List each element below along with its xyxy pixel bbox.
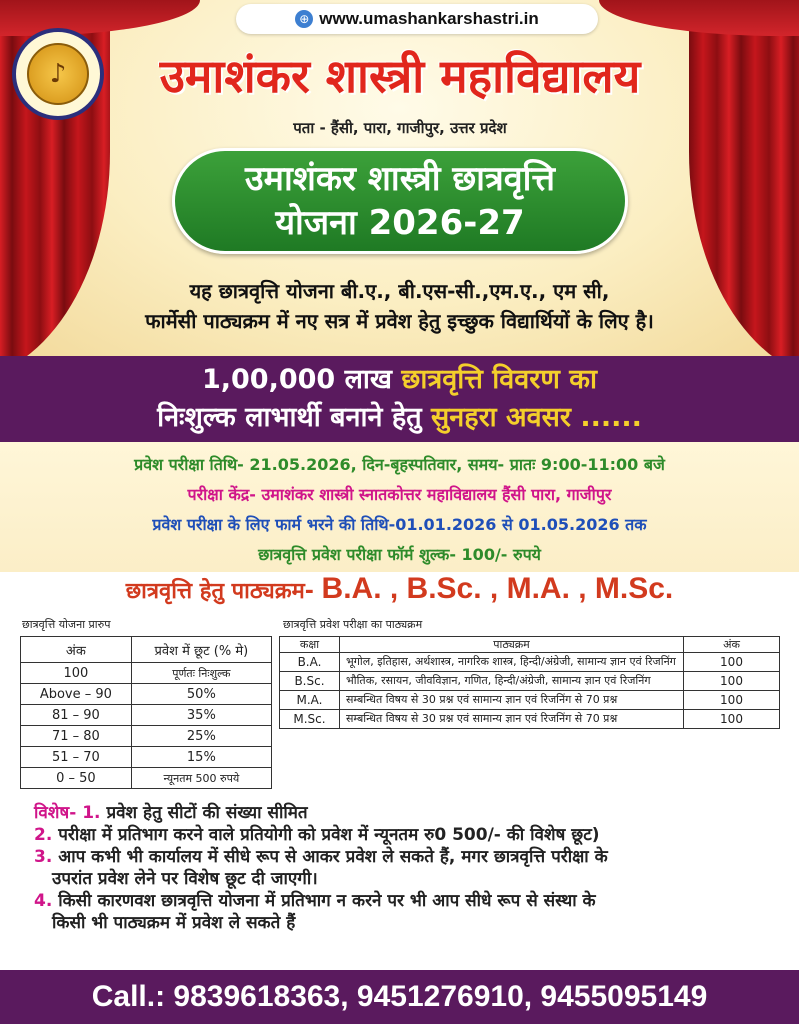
syllabus-table [279, 636, 780, 729]
phone-numbers[interactable]: Call.: 9839618363, 9451276910, 9455095149 [91, 980, 708, 1013]
table-row [21, 726, 272, 747]
courses-label: छात्रवृत्ति हेतु पाठ्यक्रम- [125, 579, 314, 604]
note-number: 1. [82, 803, 101, 823]
note-number: 4. [34, 891, 53, 911]
note-text: आप कभी भी कार्यालय में सीधे रूप से आकर प्रवेश ले सकते हैं, मगर छात्रवृत्ति परीक्षा के [58, 847, 608, 867]
form-dates: प्रवेश परीक्षा के लिए फार्म भरने की तिथि-01.01.2026 से 01.05.2026 तक [152, 515, 647, 534]
table-row [280, 691, 780, 710]
intro-text [20, 276, 779, 336]
note-1 [34, 802, 765, 824]
note-text: प्रवेश हेतु सीटों की संख्या सीमित [106, 803, 308, 823]
table-row [280, 653, 780, 672]
total-marks: 100 [684, 691, 780, 710]
marks-range: 0 – 50 [21, 768, 132, 789]
column-header: कक्षा [280, 637, 340, 653]
exam-center: परीक्षा केंद्र- उमाशंकर शास्त्री स्नातकोत्तर महाविद्यालय हैंसी पारा, गाजीपुर [187, 485, 612, 504]
column-header: अंक [21, 637, 132, 663]
class-name: B.Sc. [280, 672, 340, 691]
note-text: किसी कारणवश छात्रवृत्ति योजना में प्रतिभाग न करने पर भी आप सीधे रूप से संस्था के [58, 891, 596, 911]
banner-text2: निःशुल्क लाभार्थी बनाने हेतु [157, 402, 422, 433]
table-row [21, 705, 272, 726]
saraswati-emblem-icon: ♪ [27, 43, 89, 105]
note-text: परीक्षा में प्रतिभाग करने वाले प्रतियोगी को प्रवेश में न्यूनतम रु0 500/- की विशेष छूट) [58, 825, 600, 845]
website-url[interactable]: www.umashankarshastri.in [319, 9, 539, 28]
marks-range: 71 – 80 [21, 726, 132, 747]
table-header-row [21, 637, 272, 663]
table-row [21, 768, 272, 789]
note-2 [34, 824, 765, 846]
college-logo [12, 28, 104, 120]
total-marks: 100 [684, 653, 780, 672]
marks-range: 81 – 90 [21, 705, 132, 726]
intro-line2: फार्मेसी पाठ्यक्रम में नए सत्र में प्रवेश हेतु इच्छुक विद्यार्थियों के लिए है। [145, 309, 654, 333]
college-title: उमाशंकर शास्त्री महाविद्यालय [159, 49, 641, 103]
scheme-table-caption: छात्रवृत्ति योजना प्रारुप [22, 618, 111, 631]
table-row [21, 684, 272, 705]
marks-range: 51 – 70 [21, 747, 132, 768]
globe-icon: ⊕ [295, 10, 313, 28]
note-number: 2. [34, 825, 53, 845]
banner-highlight1: छात्रवृत्ति विवरण का [401, 364, 598, 395]
banner-line1 [202, 361, 597, 399]
scheme-title-badge [172, 148, 628, 254]
banner-line2 [157, 399, 642, 437]
discount: 25% [131, 726, 271, 747]
marks-range: 100 [21, 663, 132, 684]
total-marks: 100 [684, 710, 780, 729]
scheme-table [20, 636, 272, 789]
courses-heading [0, 572, 799, 606]
syllabus-table-caption: छात्रवृत्ति प्रवेश परीक्षा का पाठ्यक्रम [283, 618, 423, 631]
table-row [280, 710, 780, 729]
website-link[interactable] [236, 4, 598, 34]
discount: 50% [131, 684, 271, 705]
class-name: M.Sc. [280, 710, 340, 729]
banner-highlight2: सुनहरा अवसर ...... [431, 402, 642, 433]
class-name: B.A. [280, 653, 340, 672]
table-row [21, 663, 272, 684]
table-row [280, 672, 780, 691]
syllabus-desc: सम्बन्धित विषय से 30 प्रश्न एवं सामान्य ज्ञान एवं रिजनिंग से 70 प्रश्न [340, 710, 684, 729]
table-header-row [280, 637, 780, 653]
discount: पूर्णतः निःशुल्क [131, 663, 271, 684]
note-3 [34, 846, 765, 868]
valance-left [0, 0, 200, 36]
note-3-cont: उपरांत प्रवेश लेने पर विशेष छूट दी जाएगी। [52, 869, 318, 889]
syllabus-desc: भौतिक, रसायन, जीवविज्ञान, गणित, हिन्दी/अंग्रेजी, सामान्य ज्ञान एवं रिजनिंग [340, 672, 684, 691]
exam-info [0, 442, 799, 572]
special-notes [0, 794, 799, 970]
college-address: पता - हैंसी, पारा, गाजीपुर, उत्तर प्रदेश [293, 119, 507, 137]
note-4 [34, 890, 765, 912]
exam-date: प्रवेश परीक्षा तिथि- 21.05.2026, दिन-बृहस्पतिवार, समय- प्रातः 9:00-11:00 बजे [134, 455, 665, 474]
contact-bar [0, 970, 799, 1024]
valance-right [599, 0, 799, 36]
note-number: 3. [34, 847, 53, 867]
syllabus-desc: भूगोल, इतिहास, अर्थशास्त्र, नागरिक शास्त्र, हिन्दी/अंग्रेजी, सामान्य ज्ञान एवं रिजनिंग [340, 653, 684, 672]
column-header: प्रवेश में छूट (% मे) [131, 637, 271, 663]
column-header: पाठ्यक्रम [340, 637, 684, 653]
class-name: M.A. [280, 691, 340, 710]
scheme-title-line1: उमाशंकर शास्त्री छात्रवृत्ति [245, 159, 555, 199]
offer-banner [0, 356, 799, 442]
marks-range: Above – 90 [21, 684, 132, 705]
discount: 15% [131, 747, 271, 768]
form-fee: छात्रवृत्ति प्रवेश परीक्षा फॉर्म शुल्क- 100/- रुपये [258, 545, 541, 564]
column-header: अंक [684, 637, 780, 653]
header-section [0, 0, 799, 360]
banner-amount: 1,00,000 लाख [201, 364, 392, 395]
notes-label: विशेष- [34, 803, 77, 823]
discount: न्यूनतम 500 रुपये [131, 768, 271, 789]
scheme-title-line2: योजना 2026-27 [275, 203, 525, 243]
note-4-cont: किसी भी पाठ्यक्रम में प्रवेश ले सकते हैं [52, 913, 296, 933]
syllabus-desc: सम्बन्धित विषय से 30 प्रश्न एवं सामान्य ज्ञान एवं रिजनिंग से 70 प्रश्न [340, 691, 684, 710]
discount: 35% [131, 705, 271, 726]
intro-line1: यह छात्रवृत्ति योजना बी.ए., बी.एस-सी.,एम.ए., एम सी, [189, 279, 610, 303]
table-row [21, 747, 272, 768]
courses-list: B.A. , B.Sc. , M.A. , M.Sc. [321, 572, 674, 605]
total-marks: 100 [684, 672, 780, 691]
